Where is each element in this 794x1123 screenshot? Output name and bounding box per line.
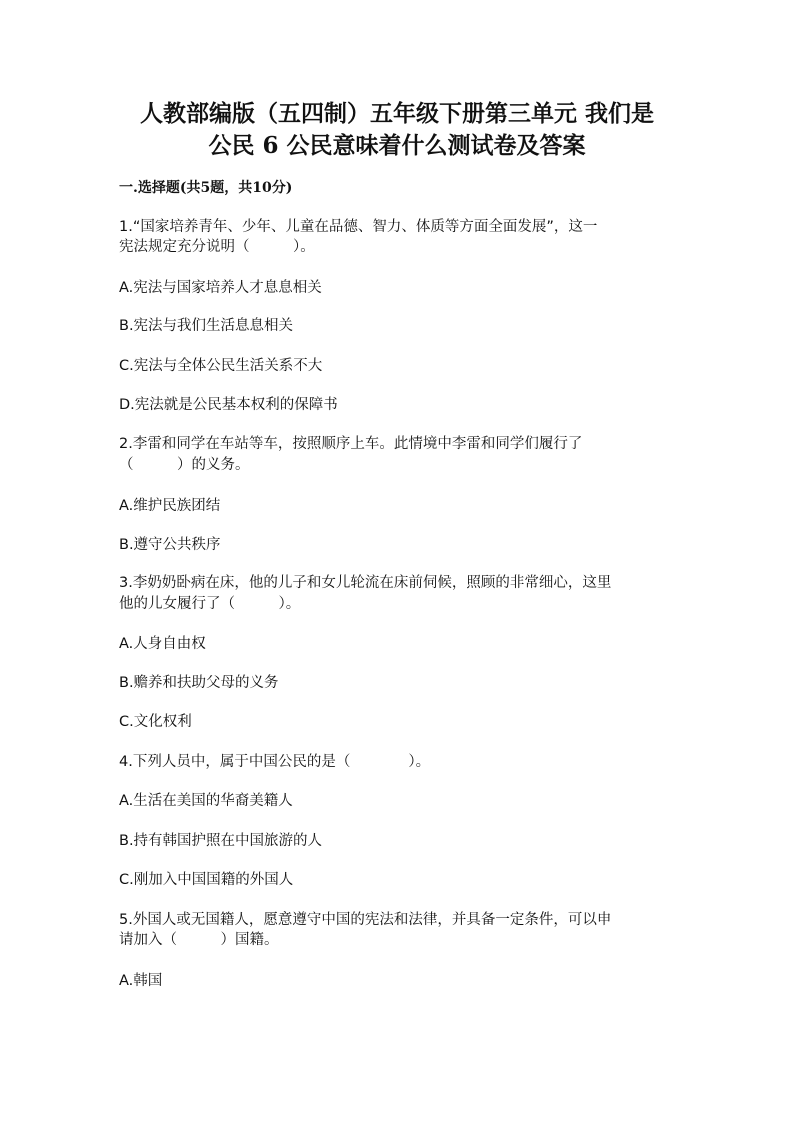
question-stem: 宪法规定充分说明（ ）。	[119, 239, 315, 255]
question-stem: 4.下列人员中，属于中国公民的是（ ）。	[119, 754, 431, 770]
option-a: A.生活在美国的华裔美籍人	[119, 793, 293, 809]
option-b: B.宪法与我们生活息息相关	[119, 318, 294, 334]
option-a: A.韩国	[119, 973, 163, 989]
option-d: D.宪法就是公民基本权利的保障书	[119, 397, 338, 413]
question-stem: 1.“国家培养青年、少年、儿童在品德、智力、体质等方面全面发展”，这一	[119, 219, 598, 235]
question-stem: 3.李奶奶卧病在床，他的儿子和女儿轮流在床前伺候，照顾的非常细心，这里	[119, 575, 612, 591]
question-stem: （ ）的义务。	[119, 457, 250, 473]
option-b: B.赡养和扶助父母的义务	[119, 675, 279, 691]
question-stem: 请加入（ ）国籍。	[119, 932, 279, 948]
option-a: A.宪法与国家培养人才息息相关	[119, 280, 322, 296]
question-stem: 他的儿女履行了（ ）。	[119, 596, 301, 612]
option-a: A.人身自由权	[119, 636, 206, 652]
option-b: B.持有韩国护照在中国旅游的人	[119, 833, 323, 849]
document-title-line-1: 人教部编版（五四制）五年级下册第三单元 我们是	[139, 100, 654, 127]
option-c: C.文化权利	[119, 714, 192, 730]
document-title-line-2: 公民 6 公民意味着什么测试卷及答案	[208, 132, 586, 159]
option-a: A.维护民族团结	[119, 498, 221, 514]
option-b: B.遵守公共秩序	[119, 537, 221, 553]
option-c: C.刚加入中国国籍的外国人	[119, 872, 294, 888]
section-heading: 一.选择题(共5题，共10分)	[119, 180, 293, 196]
question-stem: 2.李雷和同学在车站等车，按照顺序上车。此情境中李雷和同学们履行了	[119, 436, 583, 452]
option-c: C.宪法与全体公民生活关系不大	[119, 358, 323, 374]
question-stem: 5.外国人或无国籍人，愿意遵守中国的宪法和法律，并具备一定条件，可以申	[119, 912, 612, 928]
